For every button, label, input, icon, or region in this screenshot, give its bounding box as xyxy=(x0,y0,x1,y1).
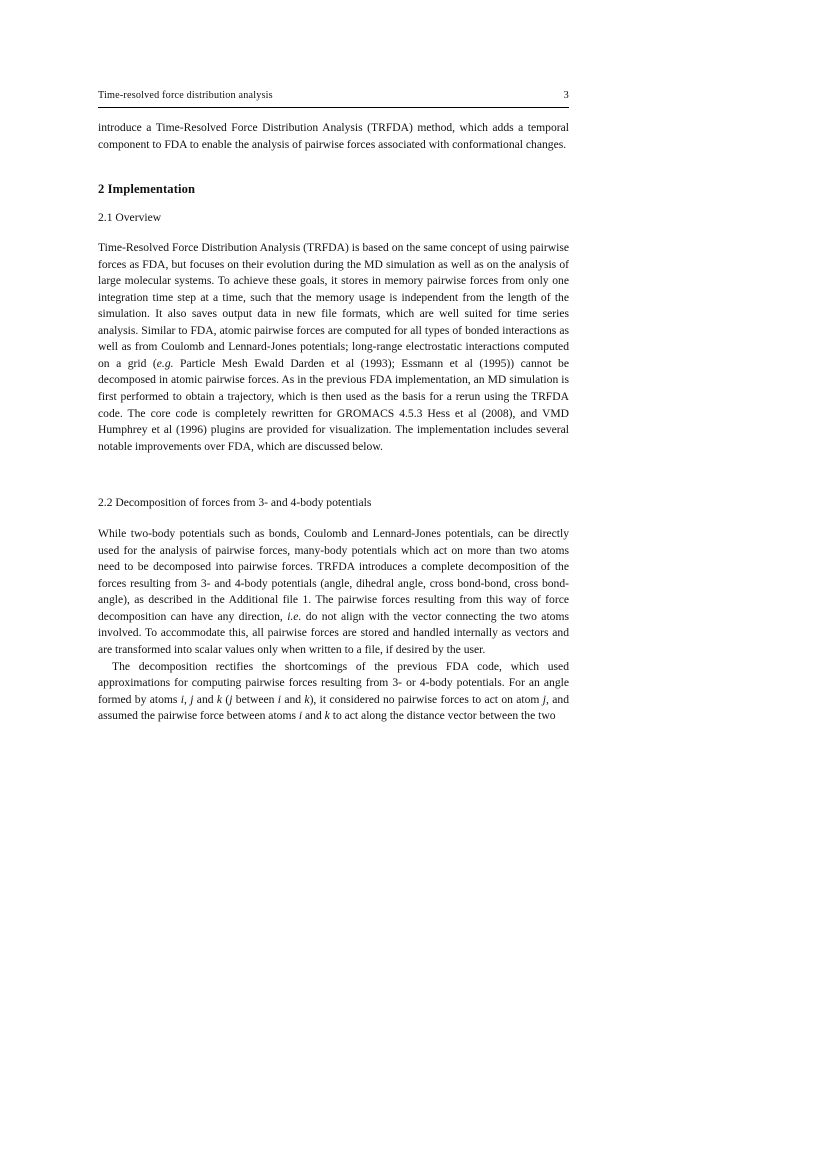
math-var-i-3: i xyxy=(298,709,303,723)
decomp2-sep-4: between xyxy=(232,692,278,706)
math-var-j-2: j xyxy=(229,692,233,706)
decomp2-sep-3: ( xyxy=(222,692,230,706)
intro-paragraph: introduce a Time-Resolved Force Distribution Analysis (TRFDA) method, which adds a temporal component to FDA to enable the analysis of pairwise forces associated with conformational changes. xyxy=(98,121,569,151)
decomp2-sep-2: and xyxy=(193,692,217,706)
subsection-heading-2-2: 2.2 Decomposition of forces from 3- and 4-body potentials xyxy=(98,496,372,510)
spacer-after-intro xyxy=(98,153,569,181)
decomposition-paragraph-1 xyxy=(98,526,569,658)
page-content xyxy=(98,120,569,725)
decomp2-sep-1: , xyxy=(184,692,191,706)
math-var-k-1: k xyxy=(216,692,223,706)
decomp2-sep-9: to act along the distance vector between the two xyxy=(329,709,556,723)
running-head-title: Time-resolved force distribution analysis xyxy=(98,90,273,101)
header-rule-divider xyxy=(98,107,569,108)
decomp-ie-italic: i.e. xyxy=(287,609,302,623)
running-head xyxy=(98,90,569,101)
math-var-k-2: k xyxy=(304,692,310,706)
decomp2-sep-6: ), it considered no pairwise forces to act on atom xyxy=(309,692,543,706)
decomp2-sep-7: , and assumed the pairwise force between atoms xyxy=(98,692,569,723)
section-heading-2: 2 Implementation xyxy=(98,182,196,197)
decomp-text-part-2: do not align with the vector connecting the two atoms involved. To accommodate this, all pairwise forces are stored and handled internally as vectors and are transformed into scalar values only when written to a file, if desired by the user. xyxy=(98,609,569,657)
decomp2-text-part-1: The decomposition rectifies the shortcomings of the previous FDA code, which used approximations for computing pairwise forces resulting from 3- or 4-body potentials. For an angle formed by atoms xyxy=(98,659,569,706)
decomposition-paragraph-2 xyxy=(98,659,569,725)
overview-eg-italic: e.g. xyxy=(156,356,174,370)
math-var-i-2: i xyxy=(277,692,281,706)
decomp2-sep-8: and xyxy=(302,709,325,723)
math-var-i-1: i xyxy=(180,692,184,706)
spacer-before-subsection-2-2 xyxy=(98,455,569,495)
overview-text-part-1: Time-Resolved Force Distribution Analysis (TRFDA) is based on the same concept of using pairwise forces as FDA, but focuses on their evolution during the MD simulation as well as on the analysis of large molecular systems. To achieve these goals, it stores in memory pairwise forces from only one integration time step at a time, such that the memory usage is independent from the length of the simulation. It also saves output data in new file formats, which are well suited for time series analysis. Similar to FDA, atomic pairwise forces are computed for all types of bonded interactions as well as from Coulomb and Lennard-Jones potentials; long-range electrostatic interactions computed on a grid ( xyxy=(98,241,569,370)
spacer-before-subsection-2-1 xyxy=(98,197,569,210)
overview-paragraph xyxy=(98,240,569,455)
page-number: 3 xyxy=(563,90,569,101)
spacer-after-subsection-2-2 xyxy=(98,511,569,526)
math-var-j-3: j xyxy=(542,692,547,706)
overview-text-part-2: Particle Mesh Ewald Darden et al (1993); Essmann et al (1995)) cannot be decomposed in atomic pairwise forces. As in the previous FDA implementation, an MD simulation is first performed to obtain a trajectory, which is then used as the basis for a rerun using the TRFDA code. The core code is completely rewritten for GROMACS 4.5.3 Hess et al (2008), and VMD Humphrey et al (1996) plugins are provided for visualization. The implementation includes several notable improvements over FDA, which are discussed below. xyxy=(98,356,569,453)
decomp-text-part-1: While two-body potentials such as bonds, Coulomb and Lennard-Jones potentials, can be directly used for the analysis of pairwise forces, many-body potentials which act on more than two atoms need to be decomposed into pairwise forces. TRFDA introduces a complete decomposition of the forces resulting from 3- and 4-body potentials (angle, dihedral angle, cross bond-bond, cross bond-angle), as described in the Additional file 1. The pairwise forces resulting from this way of force decomposition can have any direction, xyxy=(98,527,569,623)
decomp2-sep-5: and xyxy=(281,692,305,706)
subsection-heading-2-1: 2.1 Overview xyxy=(98,211,162,225)
math-var-j-1: j xyxy=(190,692,194,706)
spacer-after-subsection-2-1 xyxy=(98,226,569,240)
math-var-k-3: k xyxy=(324,709,330,723)
